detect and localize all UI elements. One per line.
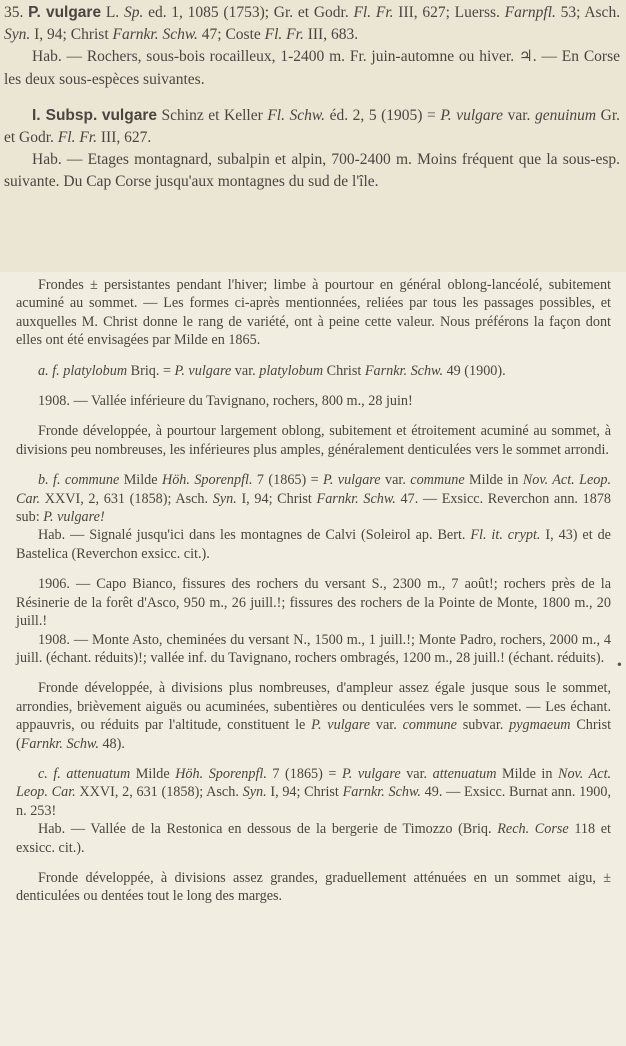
form-b-observation-1906: 1906. — Capo Bianco, fissures des rochers du versant S., 2300 m., 7 août!; rochers près de la Résinerie de la forêt d'Asco, 950 m., 26 juill.!; fissures des rochers de la Pointe de Monte, 1800 m., 20 juill.! [16, 576, 611, 630]
subspecies-habitat: Hab. — Etages montagnard, subalpin et alpin, 700-2400 m. Moins fréquent que la sous-esp. suivante. Du Cap Corse jusqu'aux montagnes du sud de l'île. [4, 151, 620, 191]
form-b-description: Fronde développée, à divisions plus nombreuses, d'ampleur assez égale jusque sous le sommet, arrondies, brièvement aiguës ou acuminées, subentières ou denticulées vers le sommet. — Les échant. appauvris, ou réduits par l'altitude, constituent le P. vulgare var. commune subvar. pygmaeum Christ (Farnkr. Schw. 48). [16, 680, 612, 752]
margin-dot: • [615, 658, 623, 672]
form-a-description: Fronde développée, à pourtour largement oblong, subitement et étroitement acuminé au sommet, à divisions peu nombreuses, les inférieures plus amples, généralement denticulées vers le sommet arrondi. [16, 423, 611, 458]
form-b-citation: b. f. commune Milde Höh. Sporenpfl. 7 (1865) = P. vulgare var. commune Milde in Nov. Act. Leop. Car. XXVI, 2, 631 (1858); Asch. Syn. I, 94; Christ Farnkr. Schw. 47. — Exsicc. Reverchon ann. 1878 sub: P. vulgare! [16, 472, 612, 526]
form-b-observation-1908: 1908. — Monte Asto, cheminées du versant N., 1500 m., 1 juill.!; Monte Padro, rochers, 2000 m., 4 juill. (échant. réduits)!; vallée inf. du Tavignano, rochers ombragés, 1200 m., 28 juill.! (échant. réduits). [16, 631, 611, 666]
form-a-name: platylobum [63, 362, 128, 379]
species-citation: 35. P. vulgare L. Sp. ed. 1, 1085 (1753); Gr. et Godr. Fl. Fr. III, 627; Luerss. Farnpfl. 53; Asch. Syn. I, 94; Christ Farnkr. Schw. 47; Coste Fl. Fr. III, 683. [4, 4, 621, 44]
forms-section [0, 276, 626, 906]
form-c-citation: c. f. attenuatum Milde Höh. Sporenpfl. 7 (1865) = P. vulgare var. attenuatum Milde in Nov. Act. Leop. Car. XXVI, 2, 631 (1858); Asch. Syn. I, 94; Christ Farnkr. Schw. 49. — Exsicc. Burnat ann. 1900, n. 253! [16, 765, 612, 819]
form-a-observation: 1908. — Vallée inférieure du Tavignano, rochers, 800 m., 28 juin! [38, 393, 413, 410]
form-c-description: Fronde développée, à divisions assez grandes, graduellement atténuées en un sommet aigu, ± denticulées ou dentées tout le long des marges. [16, 869, 611, 905]
species-habitat: Hab. — Rochers, sous-bois rocailleux, 1-2400 m. Fr. juin-automne ou hiver. ♃. — En Corse les deux sous-espèces suivantes. [4, 48, 620, 88]
form-c-name: attenuatum [66, 765, 131, 782]
subspecies-citation: I. Subsp. vulgare Schinz et Keller Fl. Schw. éd. 2, 5 (1905) = P. vulgare var. genuinum Gr. et Godr. Fl. Fr. III, 627. [4, 106, 621, 147]
species-name: P. vulgare [28, 4, 102, 21]
species-header-section [0, 0, 626, 272]
form-a-citation: a. f. platylobum Briq. = P. vulgare var. platylobum Christ Farnkr. Schw. 49 (1900). [38, 362, 506, 379]
form-b-name: commune [64, 472, 120, 489]
intro-paragraph: Frondes ± persistantes pendant l'hiver; limbe à pourtour en général oblong-lancéolé, subitement acuminé au sommet. — Les formes ci-après mentionnées, reliées par tous les passages possibles, et auxquelles M. Christ donne le rang de variété, ont à peine cette valeur. Nous préférons la façon dont elles ont été envisagées par Milde en 1865. [16, 277, 611, 349]
subspecies-name: vulgare [101, 106, 157, 124]
form-c-habitat: Hab. — Vallée de la Restonica en dessous de la bergerie de Timozzo (Briq. Rech. Corse 118 et exsicc. cit.). [16, 821, 611, 856]
form-b-habitat: Hab. — Signalé jusqu'ici dans les montagnes de Calvi (Soleirol ap. Bert. Fl. it. crypt. I, 43) et de Bastelica (Reverchon exsicc. cit.). [16, 527, 611, 562]
